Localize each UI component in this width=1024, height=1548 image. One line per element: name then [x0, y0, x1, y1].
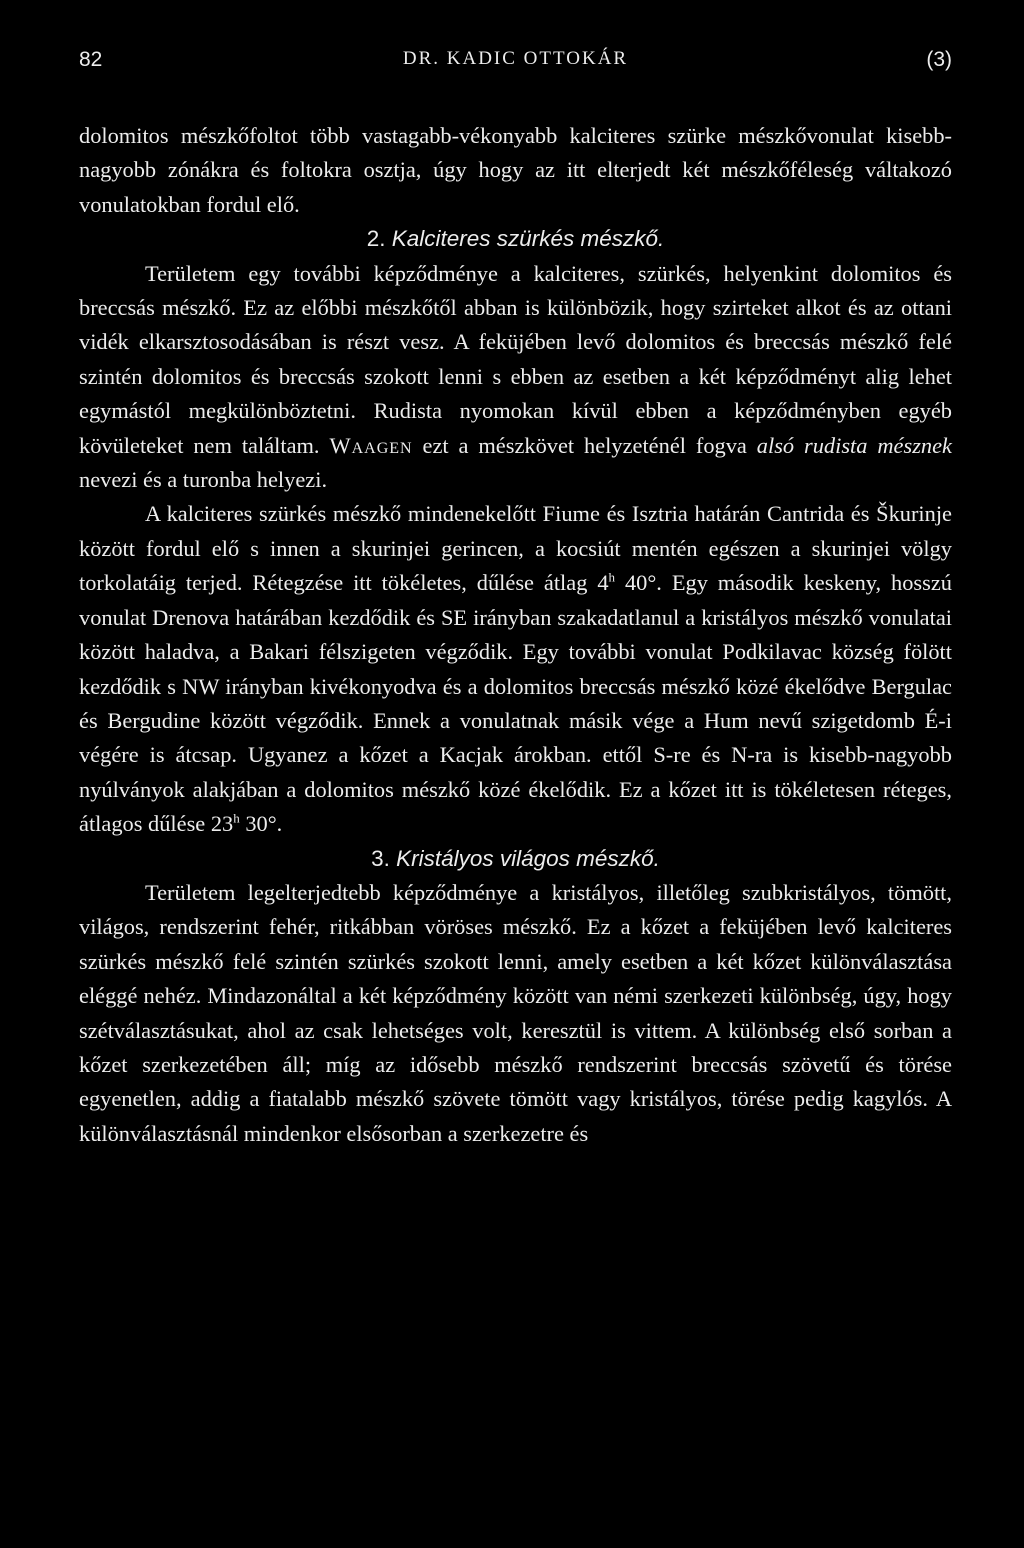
section-2-title: Kalciteres szürkés mészkő. — [391, 226, 665, 252]
paragraph-section-2-b — [79, 497, 952, 841]
term-italic: alsó rudista mésznek — [756, 432, 952, 458]
running-author: DR. KADIC OTTOKÁR — [402, 48, 629, 69]
page-number: 82 — [79, 48, 103, 71]
paragraph-section-3: Területem legelterjedtebb képződménye a kristályos, illetőleg szubkristályos, tömött, világos, rendszerint fehér, ritkábban vöröses mészkő. Ez a kőzet a feküjében levő kalciteres szürkés mészkő felé szintén szürkés szokott lenni, amely esetben a két kőzet különválasztása eléggé nehéz. Mindazonáltal a két képződmény között van némi szerkezeti különbség, úgy, hogy szétválasztásukat, ahol az csak lehetséges volt, keresztül is vittem. A különbség első sorban a kőzet szerkezetében áll; míg az idősebb mészkő rendszerint breccsás szövetű és törése egyenetlen, addig a fiatalabb mészkő szövete tömött vagy kristályos, törése pedig kagylós. A különválasztásnál mindenkor elsősorban a szerkezetre és — [79, 879, 952, 1146]
paragraph-text: 40°. Egy második keskeny, hosszú vonulat Drenova határában kezdődik és SE irányban szakadatlanul a kristályos mészkő vonulatai között haladva, a Bakari félszigeten végződik. Egy további vonulat Podkilavac község fölött kezdődik s NW irányban kivékonyodva és a dolomitos breccsás mészkő közé ékelődve Bergulac és Bergudine között végződik. Ennek a vonulatnak másik vége a Hum nevű szigetdomb É-i végére is átcsap. Ugyanez a kőzet a Kacjak árokban. ettől S-re és N-ra is kisebb-nagyobb nyúlványok alakjában a dolomitos mészkő közé ékelődik. Ez a kőzet itt is tökéletesen réteges, átlagos dűlése 23 — [79, 570, 952, 837]
paragraph-intro: dolomitos mészkőfoltot több vastagabb-vékonyabb kalciteres szürke mészkővonulat kisebb-nagyobb zónákra és foltokra osztja, úgy hogy az itt elterjedt két mészkőféleség váltakozó vonulatokban fordul elő. — [79, 123, 952, 217]
paragraph-text: ezt a mészkövet helyzeténél fogva — [412, 432, 757, 458]
part-number: (3) — [926, 48, 952, 71]
section-2-number: 2. — [366, 226, 386, 252]
superscript: h — [608, 569, 616, 585]
section-3-heading — [79, 842, 952, 876]
paragraph-text: A kalciteres szürkés mészkő mindenekelőtt Fiume és Isztria határán Cantrida és Škurinje között fordul elő s innen a skurinjei gerincen, a kocsiút mentén egészen a skurinjei völgy torkolatáig terjed. Rétegzése itt tökéletes, dűlése átlag 4 — [79, 501, 952, 596]
author-name-waagen: Waagen — [329, 432, 413, 458]
body-text — [79, 119, 952, 1151]
section-3-number: 3. — [371, 845, 390, 871]
section-2-heading — [79, 222, 952, 256]
paragraph-section-2-a — [79, 257, 952, 498]
paragraph-text: nevezi és a turonba helyezi. — [79, 467, 328, 493]
paragraph-text: 30°. — [239, 811, 283, 837]
superscript: h — [233, 810, 240, 826]
running-header — [79, 48, 952, 76]
section-3-title: Kristályos világos mészkő. — [396, 845, 660, 871]
paragraph-text: Területem egy további képződménye a kalciteres, szürkés, helyenkint dolomitos és breccsás mészkő. Ez az előbbi mészkőtől abban is különbözik, hogy szirteket alkot és az ottani vidék elkarsztosodásában is részt vesz. A feküjében levő dolomitos és breccsás mészkő felé szintén dolomitos és breccsás szokott lenni s ebben az esetben a két képződményt alig lehet egymástól megkülönböztetni. Rudista nyomokan kívül ebben a képződményben egyéb kövületeket nem találtam. — [79, 260, 952, 458]
